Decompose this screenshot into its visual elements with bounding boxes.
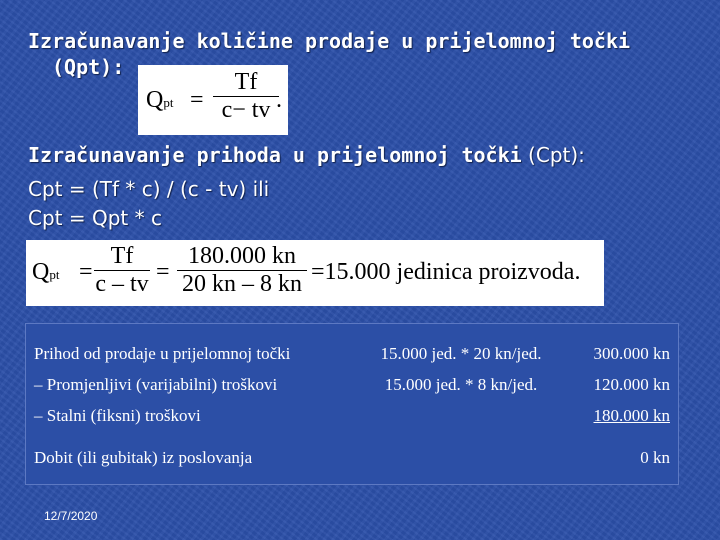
heading-break-even-revenue <box>28 143 585 167</box>
formula2-frac2-num: 180.000 kn <box>188 243 296 269</box>
table-row <box>34 406 670 430</box>
fraction-numerator: Tf <box>234 69 258 95</box>
row-amount: 120.000 kn <box>593 375 670 394</box>
formula2-frac1-num: Tf <box>110 243 134 269</box>
profit-table <box>25 323 679 485</box>
slide-date: 12/7/2020 <box>44 509 98 523</box>
formula2-frac1-den: c – tv <box>95 271 149 297</box>
heading-line-2: (Qpt): <box>52 55 125 79</box>
table-row <box>34 344 670 368</box>
row-amount: 180.000 kn <box>593 406 670 425</box>
formula-period: . <box>276 87 282 113</box>
table-row <box>34 448 670 472</box>
row-calculation: 15.000 jed. * 8 kn/jed. <box>384 375 538 394</box>
formula2-fraction-2 <box>177 243 307 298</box>
row-amount: 300.000 kn <box>593 344 670 363</box>
formula2-fraction-1 <box>94 243 150 298</box>
formula-calculation-image <box>26 240 604 306</box>
formula-qpt-image <box>138 65 288 135</box>
heading-2-rest: (Cpt): <box>521 143 585 167</box>
formula-fraction <box>213 69 279 124</box>
table-row <box>34 375 670 399</box>
row-label: Dobit (ili gubitak) iz poslovanja <box>34 448 253 467</box>
formula-lhs: Qpt <box>146 87 174 113</box>
fraction-denominator: c− tv <box>213 96 279 124</box>
formula-equals: = <box>190 87 204 113</box>
formula2-equals-1: = <box>79 259 93 285</box>
row-label: – Stalni (fiksni) troškovi <box>34 406 201 425</box>
row-label: Prihod od prodaje u prijelomnoj točki <box>34 344 291 363</box>
row-label: – Promjenljivi (varijabilni) troškovi <box>34 375 278 394</box>
formula2-equals-2: = <box>156 259 170 285</box>
row-calculation: 15.000 jed. * 20 kn/jed. <box>380 344 542 363</box>
formula-line-2: Cpt = Qpt * c <box>28 206 162 230</box>
heading-line-1: Izračunavanje količine prodaje u prijelomnoj točki <box>28 29 631 53</box>
formula2-frac2-den: 20 kn – 8 kn <box>177 270 307 298</box>
formula2-result: =15.000 jedinica proizvoda. <box>311 259 581 285</box>
heading-2-bold: Izračunavanje prihoda u prijelomnoj točki <box>28 143 522 167</box>
heading-break-even-quantity <box>28 28 630 80</box>
row-amount: 0 kn <box>640 448 670 467</box>
formula-line-1: Cpt = (Tf * c) / (c - tv) ili <box>28 177 270 201</box>
formula2-lhs: Qpt <box>32 259 60 285</box>
